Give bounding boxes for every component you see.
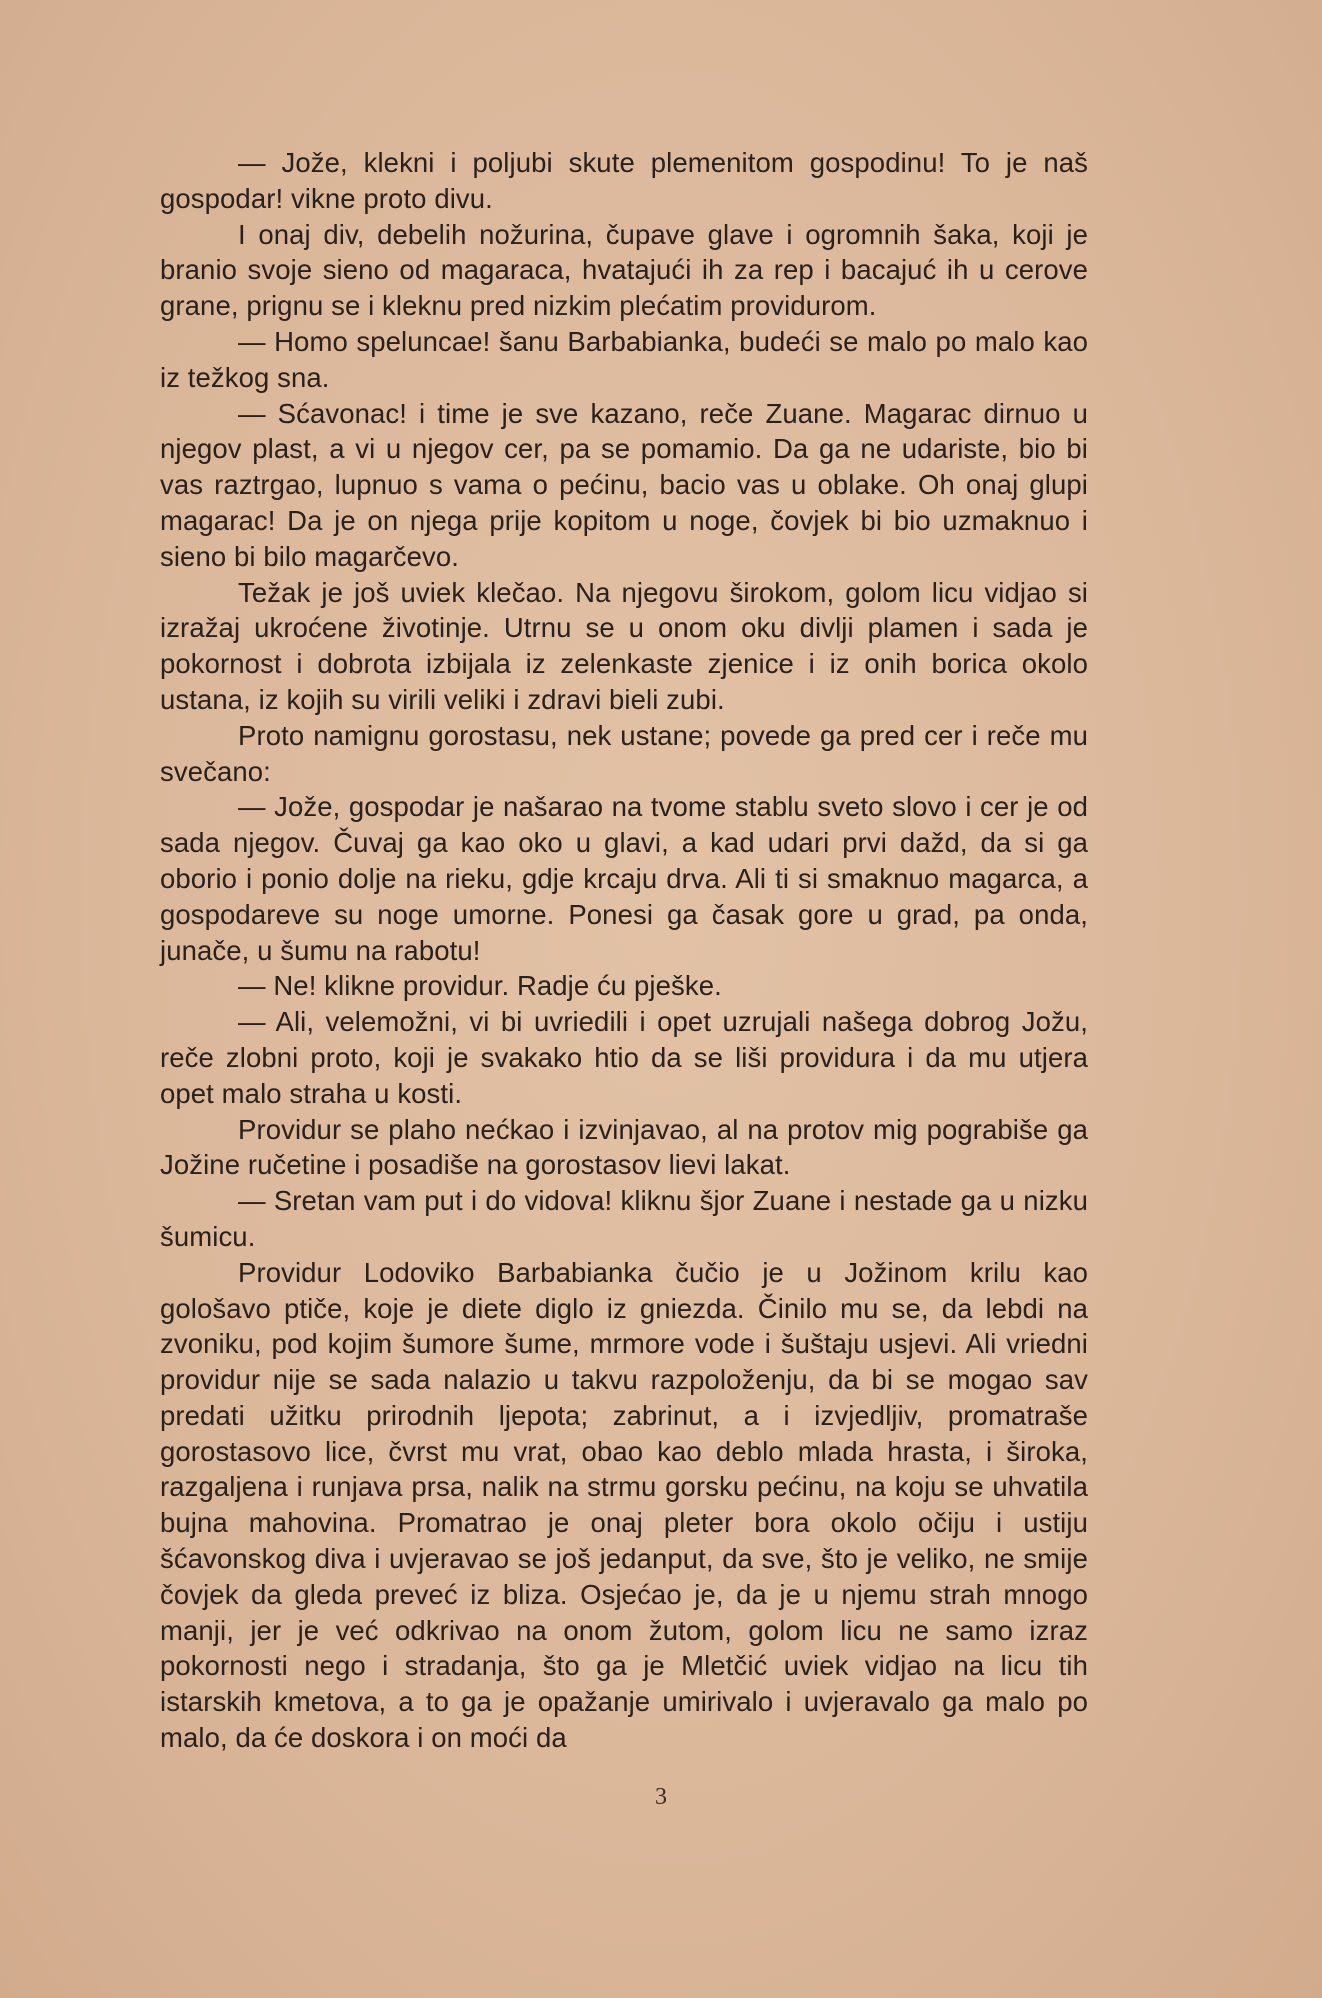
paragraph-6: Proto namignu gorostasu, nek ustane; povede ga pred cer i reče mu svečano: bbox=[160, 719, 1088, 787]
paragraph-7: — Jože, gospodar je našarao na tvome stablu sveto slovo i cer je od sada njegov. Čuvaj ga kao oko u glavi, a kad udari prvi dažd, da si ga oborio i ponio dolje na rieku, gdje krcaju drva. Ali ti si smaknuo magarca, a gospodareve su noge umorne. Ponesi ga časak gore u grad, pa onda, junače, u šumu na rabotu! bbox=[160, 791, 1088, 966]
paragraph-2: I onaj div, debelih nožurina, čupave glave i ogromnih šaka, koji je branio svoje sieno od magaraca, hvatajući ih za rep i bacajuć ih u cerove grane, prignu se i kleknu pred nizkim plećatim providurom. bbox=[160, 218, 1088, 322]
body-text bbox=[160, 145, 1088, 1756]
paragraph-12: Providur Lodoviko Barbabianka čučio je u Jožinom krilu kao gološavo ptiče, koje je diete diglo iz gniezda. Činilo mu se, da lebdi na zvoniku, pod kojim šumore šume, mrmore vode i šuštaju usjevi. Ali vriedni providur nije se sada nalazio u takvu razpoloženju, da bi se mogao sav predati užitku prirodnih ljepota; zabrinut, a i izvjedljiv, promatraše gorostasovo lice, čvrst mu vrat, obao kao deblo mlada hrasta, i široka, razgaljena i runjava prsa, nalik na strmu gorsku pećinu, na koju se uhvatila bujna mahovina. Promatrao je onaj pleter bora okolo očiju i ustiju šćavonskog diva i uvjeravao se još jedanput, da sve, što je veliko, ne smije čovjek da gleda preveć iz bliza. Osjećao je, da je u njemu strah mnogo manji, jer je već odkrivao na onom žutom, golom licu ne samo izraz pokornosti nego i stradanja, što ga je Mletčić uviek vidjao na licu tih istarskih kmetova, a to ga je opažanje umirivalo i uvjeravalo ga malo po malo, da će doskora i on moći da bbox=[160, 1256, 1088, 1754]
paragraph-3: — Homo speluncae! šanu Barbabianka, budeći se malo po malo kao iz težkog sna. bbox=[160, 325, 1088, 393]
paragraph-4: — Sćavonac! i time je sve kazano, reče Zuane. Magarac dirnuo u njegov plast, a vi u njegov cer, pa se pomamio. Da ga ne udariste, bio bi vas raztrgao, lupnuo s vama o pećinu, bacio vas u oblake. Oh onaj glupi magarac! Da je on njega prije kopitom u noge, čovjek bi bio uzmaknuo i sieno bi bilo magarčevo. bbox=[160, 397, 1088, 572]
paragraph-10: Providur se plaho nećkao i izvinjavao, al na protov mig pograbiše ga Jožine ručetine i posadiše na gorostasov lievi lakat. bbox=[160, 1113, 1088, 1181]
page-number: 3 bbox=[655, 1784, 667, 1810]
paragraph-8: — Ne! klikne providur. Radje ću pješke. bbox=[238, 970, 722, 1002]
paragraph-11: — Sretan vam put i do vidova! kliknu šjor Zuane i nestade ga u nizku šumicu. bbox=[160, 1185, 1088, 1252]
paragraph-1: — Jože, klekni i poljubi skute plemenitom gospodinu! To je naš gospodar! vikne proto divu. bbox=[160, 147, 1088, 214]
paragraph-5: Težak je još uviek klečao. Na njegovu širokom, golom licu vidjao si izražaj ukroćene životinje. Utrnu se u onom oku divlji plamen i sada je pokornost i dobrota izbijala iz zelenkaste zjenice i iz onih borica okolo ustana, iz kojih su virili veliki i zdravi bieli zubi. bbox=[160, 576, 1088, 715]
paragraph-9: — Ali, velemožni, vi bi uvriedili i opet uzrujali našega dobrog Jožu, reče zlobni proto, koji je svakako htio da se liši providura i da mu utjera opet malo straha u kosti. bbox=[160, 1006, 1088, 1109]
